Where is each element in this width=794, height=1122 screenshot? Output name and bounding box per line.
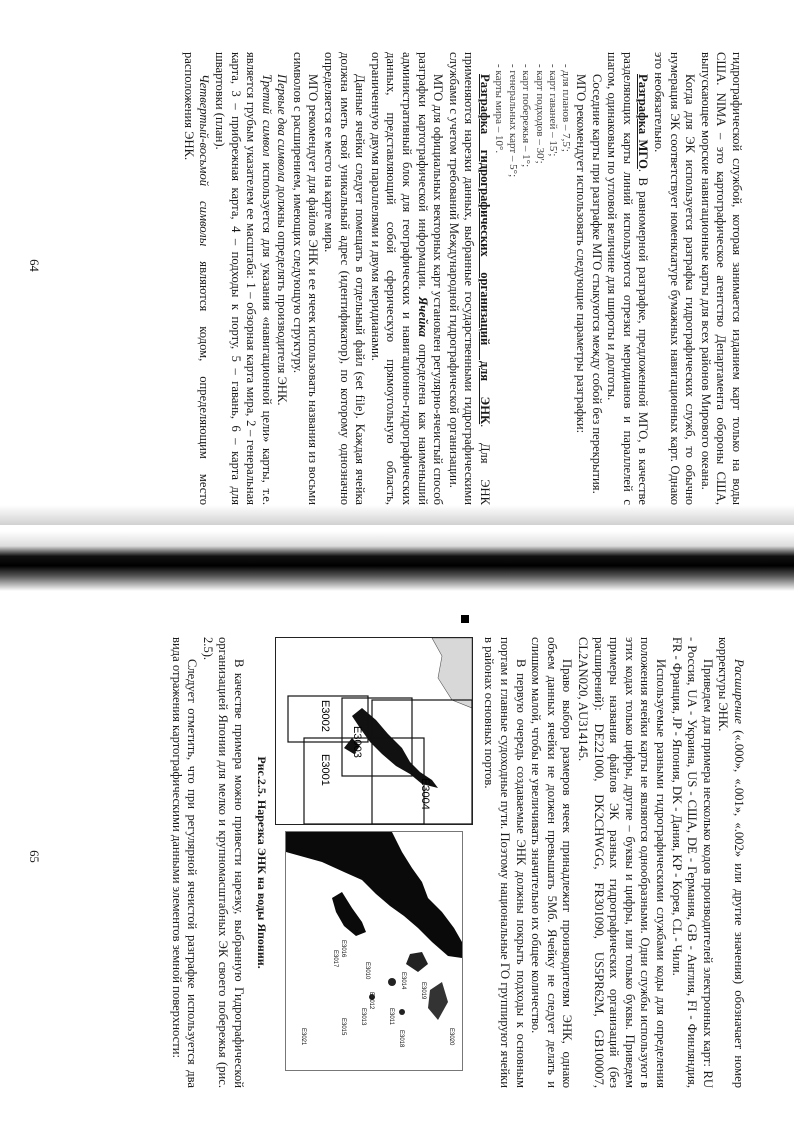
paragraph: Следует отметить, что при регулярной ячеистой разграфке используется два вида отражения картографическими данными элементов земной поверхности:: [169, 637, 200, 1088]
paragraph: МГО рекомендует для файлов ЭНК и ее ячеек использовать названия из восьми символов с расширением, имеющих следующую структуру.: [290, 52, 321, 505]
figure-japan-enc: [273, 637, 473, 1088]
cell-label: E3015: [339, 1018, 346, 1036]
section-title: Разграфка МГО: [636, 74, 651, 169]
paragraph-enc-grid: Разграфка гидрографических организаций для ЭНК. Для ЭНК применяются нарезки данных, выбранные государственными гидрографическими службами с учетом требований Международной гидрографической организации.: [446, 52, 493, 506]
paragraph: Право выбора размеров ячеек принадлежит производителям ЭНК, однако объем данных ячейки не должен превышать 5Мб. Ячейку не следует делать и слишком малой, чтобы не увеличивать значительно их общее количество.: [529, 637, 575, 1088]
paragraph: Приведем для примера несколько кодов производителей электронных карт: RU - Россия, UA - Украина, US - США, DE - Германия, GB - Англия, FI - Финляндия, FR - Франция, JP - Япония, DK - Дания, KP - Корея, CL - Чили.: [669, 637, 715, 1088]
list-item: - карт гаваней – 15';: [546, 64, 559, 505]
page-number: 64: [27, 259, 41, 272]
map-large-scale: [285, 831, 463, 1071]
map-small-scale: [275, 637, 473, 825]
paragraph: Третий символ используется для указания «навигационной цели» карты, т.е. является грубым указателем ее масштаба: 1 – обзорная карта мира, 2 – генеральная карта, 3 – прибрежная карта, 4 – подходы к порту, 5 – гавань, 6 – карта для швартовки (план).: [212, 52, 274, 505]
cell-label: E3010: [363, 962, 370, 980]
paragraph: гидрографической службой, которая занимается изданием карт только на воды США. NIMA – это картографическое агентство Департамента обороны США, выпускающее морские навигационные карты для всех районов Мирового океана.: [698, 52, 744, 505]
page-65: [0, 591, 794, 1122]
list-item: - карты мира – 10°.: [492, 64, 505, 505]
paragraph: Первые два символа должны определять производителя ЭНК.: [275, 74, 290, 406]
scan-mark: [461, 615, 469, 623]
list-item: - для планов – 7,5';: [559, 64, 572, 505]
cell-label: E3018: [397, 1030, 404, 1048]
cell-label: E3001: [318, 754, 331, 786]
list-item: - генеральных карт – 5°;: [505, 64, 518, 505]
cell-label: E3002: [318, 700, 331, 732]
paragraph: Соседние карты при разграфке МГО стыкуются между собой без перекрытия.: [589, 74, 604, 494]
paragraph-cell: МГО для официальных векторных карт установлен регулярно-ячеистый способ разграфки картографической информации. Ячейка определена как наименьший административный блок для географических и навигационно-гидрографических данных, представляющий собой сферическую прямоугольную область, ограниченную двумя параллелями и двумя меридианами.: [368, 52, 446, 505]
list-item: - карт подходов – 30';: [532, 64, 545, 505]
cell-label: E3014: [399, 972, 406, 990]
paragraph-iho-grid: Разграфка МГО. В равномерной разграфке, предложенной МГО, в качестве разделяющих карты линий используются отрезки меридианов и параллелей с шагом, одинаковым по угловой величине для широты и долготы.: [605, 52, 651, 505]
paragraph: Данные ячейки следует помещать в отдельный файл (set file). Каждая ячейка должна иметь свой уникальный адрес (идентификатор), по которому однозначно определяется ее место на карте мира.: [322, 52, 368, 505]
cell-label: E3004: [418, 778, 431, 810]
term: Расширение: [732, 659, 746, 724]
map-large-scale-drawing: [286, 832, 462, 1070]
list-item: - карт побережья – 1°;: [519, 64, 532, 505]
paragraph: Используемые разными гидрографическими службами коды для определения положения ячейки карты не являются однообразными. Одни службы используют в этих кодах только цифры, другие – буквы и цифры, или только буквы. Приведем примеры названия файлов ЭК разных гидрографических организаций (без расширений): DE221000, DK2CHWGG, FR301090, US5PR62M, GB100007, CL2AN020, AU314145.: [576, 637, 669, 1088]
section-title: Разграфка гидрографических организаций для ЭНК: [478, 74, 493, 425]
map-small-scale-drawing: [276, 638, 472, 824]
scan-shadow: [0, 505, 794, 525]
grid-parameters-list: [492, 64, 572, 505]
cell-label: E3013: [359, 1008, 366, 1026]
page-number: 65: [27, 850, 41, 863]
paragraph: В качестве примера можно привести нарезку, выбранную Гидрографической организацией Японии для мелко и крупномасштабных ЭК своего побережья (рис. 2.5).: [200, 637, 246, 1088]
cell-label: E3021: [299, 1028, 306, 1046]
cell-label: E3012: [367, 992, 374, 1010]
term-cell: Ячейка: [415, 296, 430, 337]
term: Третий символ: [259, 74, 274, 157]
term: Первые два символа: [275, 74, 290, 183]
book-gutter: [0, 531, 794, 591]
figure-caption: Рис.2.5. Нарезка ЭНК на воды Японии.: [254, 756, 269, 969]
cell-label: E3020: [447, 1028, 454, 1046]
paragraph: Четвертый-восьмой символы являются кодом, определяющим место расположения ЭНК.: [181, 52, 212, 505]
cell-label: E3011: [387, 1008, 394, 1025]
paragraph: Расширение («.000», «.001», «.002» или другие значения) обозначает номер корректуры ЭНК.: [716, 637, 746, 1088]
cell-label: E3016: [339, 940, 346, 958]
cell-label: E3019: [419, 982, 426, 1000]
cell-label: E3017: [331, 950, 338, 968]
paragraph: Когда для ЭК используется разграфка гидрографических служб, то обычно нумерация ЭК соответствует номенклатуре бумажных навигационных карт. Однако это необязательно.: [652, 52, 698, 505]
cell-label: E3003: [350, 726, 363, 758]
paragraph: В первую очередь создаваемые ЭНК должны покрыть подходы к основным портам и главные судоходные пути. Поэтому национальные ГО группируют ячейки в районах основных портов.: [482, 637, 528, 1088]
term: Четвертый-восьмой символы: [197, 74, 212, 247]
paragraph: МГО рекомендует использовать следующие параметры разграфки:: [574, 74, 589, 434]
page-64: [0, 0, 794, 531]
